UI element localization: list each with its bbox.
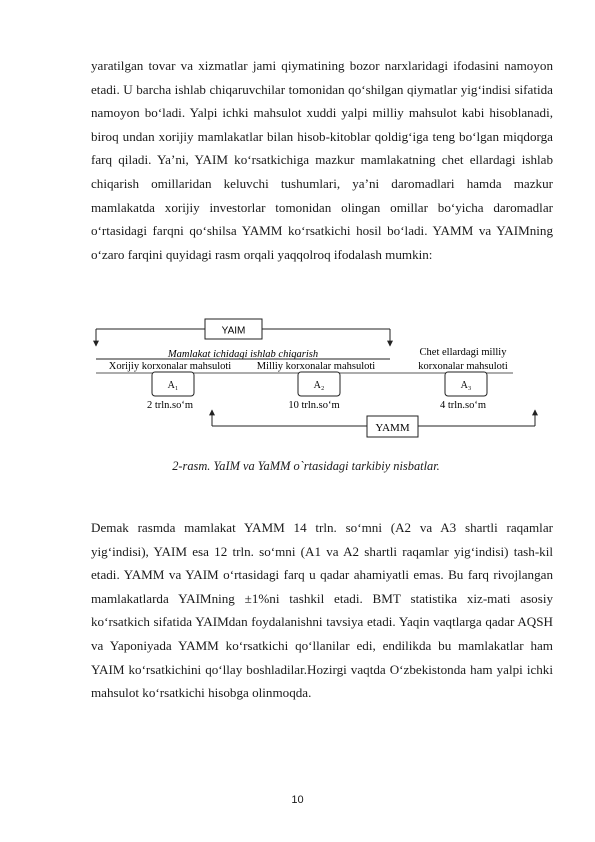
domestic-production-label: Mamlakat ichidagi ishlab chiqarish [167, 349, 319, 360]
yaim-label: YAIM [221, 325, 246, 337]
foreign-companies-label: Xorijiy korxonalar mahsuloti [108, 361, 232, 372]
figure-caption: 2-rasm. YaIM va YaMM o`rtasidagi tarkibiy nisbatlar. [172, 459, 440, 473]
value-a3: 4 trln.so‘m [439, 400, 487, 411]
body-paragraph-1: yaratilgan tovar va xizmatlar jami qiymatining bozor narxlaridagi ifodasini namoyon etadi. U barcha ishlab chiqaruvchilar tomonidan qo‘shilgan qiymatlar yig‘indisi sifatida namoyon bo‘ladi. Yalpi ichki mahsulot xuddi yalpi milliy mahsulot kabi hisoblanadi, biroq undan xorijiy mamlakatlar bilan hisob-kitoblar qoldig‘iga teng bo‘lgan miqdorga farq qiladi. Ya’ni, YAIM ko‘rsatkichiga mazkur mamlakatning chet ellardagi ishlab chiqarish omillaridan keluvchi tushumlari, ya’ni daromadlari hamda mazkur mamlakatda xorijiy investorlar tomonidan olingan omillar bo‘yicha daromadlar o‘rtasidagi farqni qo‘shilsa YAMM ko‘rsatkichi hosil bo‘ladi. YAMM va YAIMning o‘zaro farqini quyidagi rasm orqali yaqqolroq ifodalash mumkin: [91, 58, 553, 262]
value-a2: 10 trln.so‘m [288, 400, 340, 411]
page-number: 10 [291, 794, 304, 806]
yamm-label: YAMM [375, 422, 410, 434]
value-a1: 2 trln.so‘m [146, 400, 194, 411]
foreign-abroad-label-line1: Chet ellardagi milliy [419, 347, 507, 358]
box-a1-label: A₁ [167, 380, 179, 391]
box-a3-label: A₃ [460, 380, 472, 391]
national-companies-label: Milliy korxonalar mahsuloti [256, 361, 376, 372]
body-paragraph-2: Demak rasmda mamlakat YAMM 14 trln. so‘mni (A2 va A3 shartli raqamlar yig‘indisi), YAIM esa 12 trln. so‘mni (A1 va A2 shartli raqamlar yig‘indisi) tash-kil etadi. YAMM va YAIM o‘rtasidagi farq u qadar ahamiyatli emas. Bu farq rivojlangan mamlakatlarda YAIMning ±1%ni tashkil etadi. BMT statistika xiz-mati asosiy ko‘rsatkich sifatida YAIMdan foydalanishni tavsiya etadi. Yaqin vaqtlarga qadar AQSH va Yaponiyada YAMM ko‘rsatkichi qo‘llanilar edi, endilikda bu mamlakatlar ham YAIM ko‘rsatkichini qo‘llay boshladilar.Hozirgi vaqtda O‘zbekistonda ham yalpi ichki mahsulot ko‘rsatkichi hisobga olinmoqda. [91, 520, 553, 701]
box-a2-label: A₂ [313, 380, 325, 391]
foreign-abroad-label-line2: korxonalar mahsuloti [418, 361, 508, 372]
